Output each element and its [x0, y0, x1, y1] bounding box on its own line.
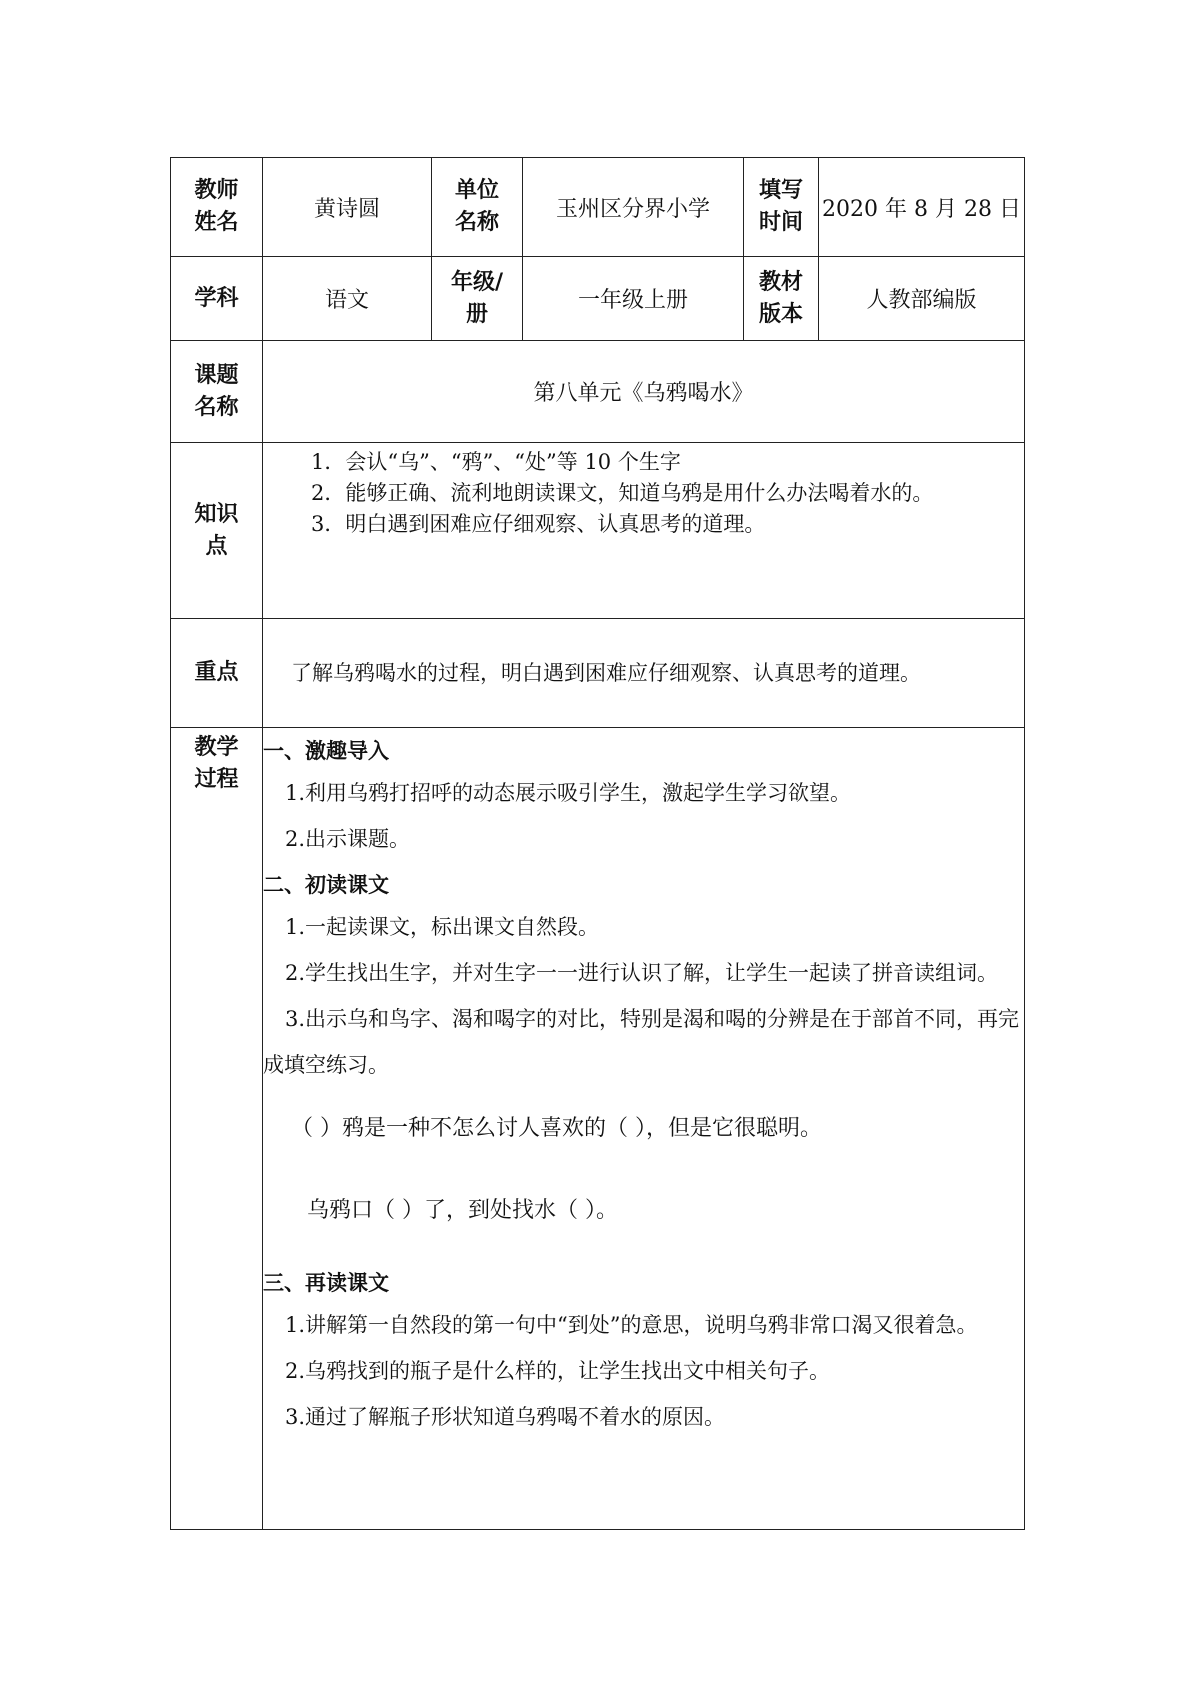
process-label: 教学 过程	[171, 728, 263, 1530]
section-title: 一、激趣导入	[263, 739, 389, 763]
unit-name-label: 单位 名称	[432, 158, 523, 257]
focus-label: 重点	[171, 619, 263, 728]
knowledge-item: 1．会认“乌”、“鸦”、“处”等 10 个生字	[311, 450, 681, 474]
grade-value: 一年级上册	[523, 257, 744, 341]
grade-label: 年级/ 册	[432, 257, 523, 341]
lesson-plan-table	[170, 157, 1025, 1530]
topic-label: 课题 名称	[171, 341, 263, 443]
fill-date-value: 2020 年 8 月 28 日	[819, 158, 1025, 257]
knowledge-row	[171, 443, 1025, 619]
teacher-name-label: 教师 姓名	[171, 158, 263, 257]
process-item: 2.出示课题。	[285, 827, 411, 851]
process-item: 3.通过了解瓶子形状知道乌鸦喝不着水的原因。	[285, 1405, 726, 1429]
topic-value: 第八单元《乌鸦喝水》	[263, 341, 1025, 443]
process-item: 2.乌鸦找到的瓶子是什么样的，让学生找出文中相关句子。	[285, 1359, 831, 1383]
header-row-1	[171, 158, 1025, 257]
teacher-name-value: 黄诗圆	[263, 158, 432, 257]
section-title: 二、初读课文	[263, 873, 389, 897]
unit-name-value: 玉州区分界小学	[523, 158, 744, 257]
textbook-value: 人教部编版	[819, 257, 1025, 341]
topic-row	[171, 341, 1025, 443]
subject-value: 语文	[263, 257, 432, 341]
process-item: 3.出示乌和鸟字、渴和喝字的对比，特别是渴和喝的分辨是在于部首不同，再完成填空练习。	[263, 1007, 1020, 1077]
textbook-label: 教材 版本	[744, 257, 819, 341]
fill-blank-exercise: 乌鸦口（ ）了，到处找水（ ）。	[307, 1198, 618, 1223]
process-content	[263, 728, 1025, 1530]
knowledge-item: 3．明白遇到困难应仔细观察、认真思考的道理。	[311, 512, 766, 536]
process-item: 1.讲解第一自然段的第一句中“到处”的意思，说明乌鸦非常口渴又很着急。	[285, 1313, 978, 1337]
header-row-2	[171, 257, 1025, 341]
knowledge-item: 2．能够正确、流利地朗读课文，知道乌鸦是用什么办法喝着水的。	[311, 481, 934, 505]
fill-blank-exercise: （ ）鸦是一种不怎么讨人喜欢的（ ），但是它很聪明。	[291, 1116, 822, 1141]
process-item: 2.学生找出生字，并对生字一一进行认识了解，让学生一起读了拼音读组词。	[285, 961, 999, 985]
subject-label: 学科	[171, 257, 263, 341]
process-row	[171, 728, 1025, 1530]
focus-row	[171, 619, 1025, 728]
process-item: 1.一起读课文，标出课文自然段。	[285, 915, 600, 939]
focus-content	[263, 619, 1025, 728]
knowledge-label: 知识 点	[171, 443, 263, 619]
knowledge-content	[263, 443, 1025, 619]
process-item: 1.利用乌鸦打招呼的动态展示吸引学生，激起学生学习欲望。	[285, 781, 852, 805]
fill-date-label: 填写 时间	[744, 158, 819, 257]
focus-text: 了解乌鸦喝水的过程，明白遇到困难应仔细观察、认真思考的道理。	[291, 660, 921, 685]
section-title: 三、再读课文	[263, 1271, 389, 1295]
